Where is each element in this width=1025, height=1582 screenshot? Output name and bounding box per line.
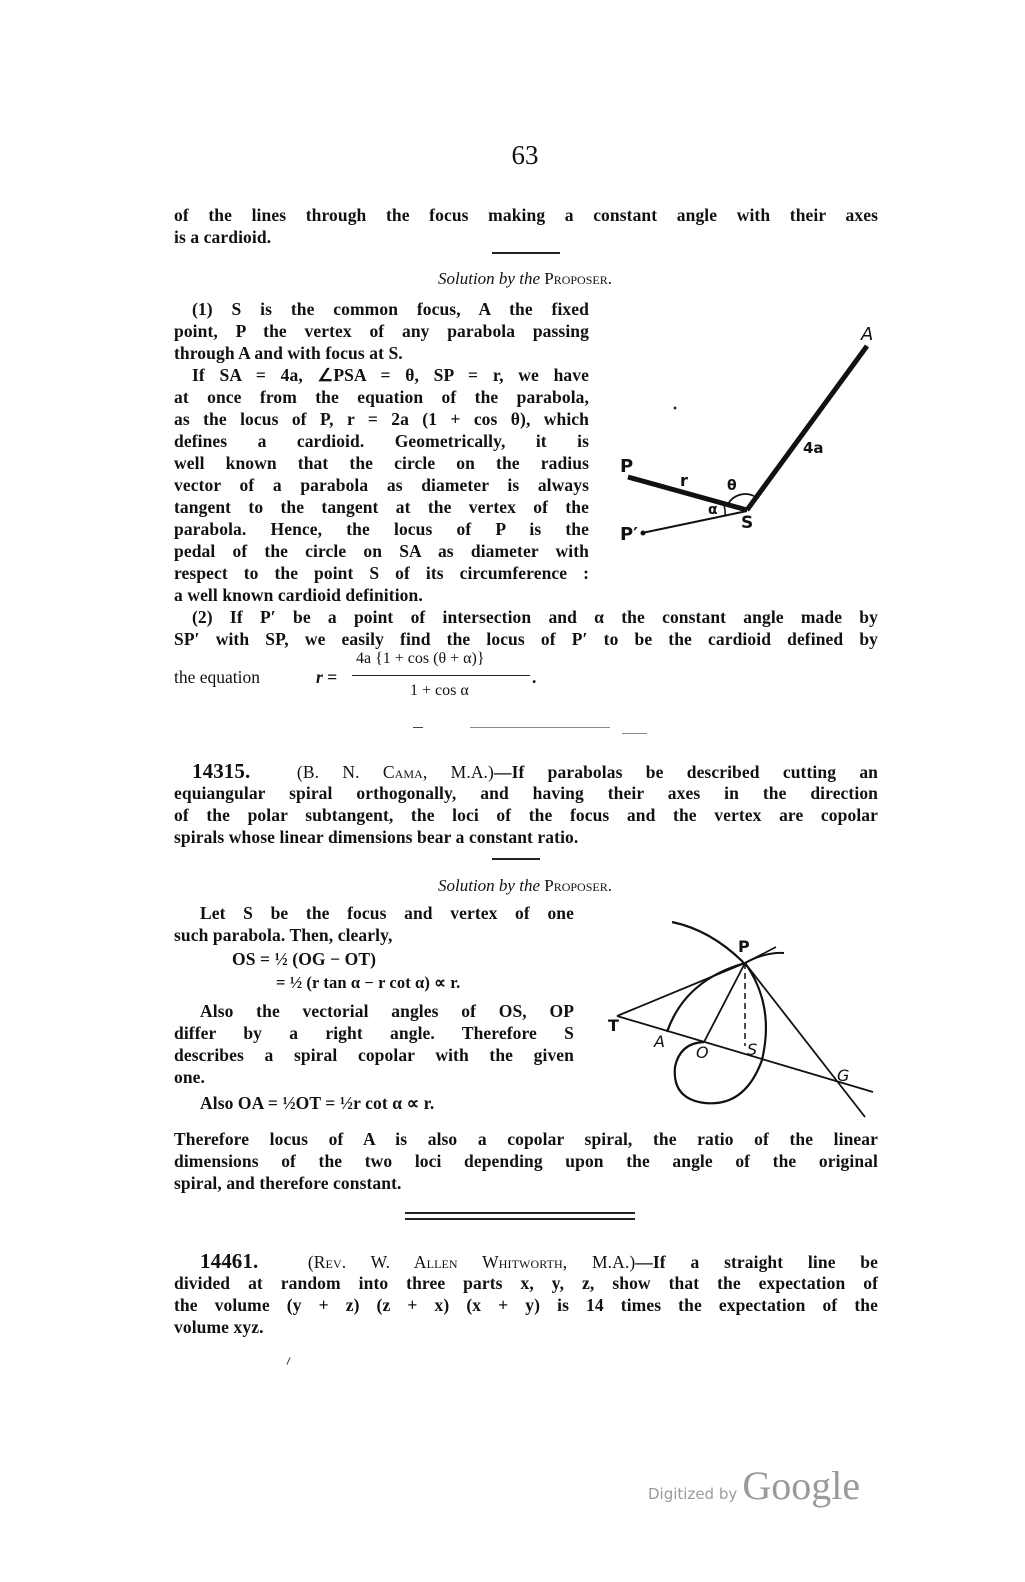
problem-author: (B. N. Cama, M.A.) xyxy=(296,762,494,782)
stray-mark xyxy=(286,1357,290,1365)
page-number: 63 xyxy=(511,140,539,170)
equation-line: = ½ (r tan α − r cot α) ∝ r. xyxy=(276,973,461,992)
text-line: parabola. Hence, the locus of P is the xyxy=(174,519,589,539)
intro-line: is a cardioid. xyxy=(174,227,272,247)
text-line: equiangular spiral orthogonally, and having their axes in the direction xyxy=(174,783,878,803)
solution-proposer: Proposer. xyxy=(544,269,612,288)
problem-number: 14315. xyxy=(192,759,251,783)
text-line: Let S be the focus and vertex of one xyxy=(200,903,574,923)
text-line: Also the vectorial angles of OS, OP xyxy=(200,1001,574,1021)
text-line: well known that the circle on the radius xyxy=(174,453,589,473)
double-rule-bottom xyxy=(405,1218,635,1220)
problem-number: 14461. xyxy=(200,1249,259,1273)
text-line: Therefore locus of A is also a copolar spiral, the ratio of the linear xyxy=(174,1129,878,1149)
line-sa xyxy=(747,346,867,510)
text-line: respect to the point S of its circumference : xyxy=(174,563,589,583)
text-line: spiral, and therefore constant. xyxy=(174,1173,402,1193)
equation-denominator: 1 + cos α xyxy=(410,682,469,699)
text-line: pedal of the circle on SA as diameter with xyxy=(174,541,589,561)
label-4a: 4a xyxy=(803,439,824,457)
problem-author: (Rev. W. Allen Whitworth, M.A.) xyxy=(307,1252,636,1272)
text-line: defines a cardioid. Geometrically, it is xyxy=(174,431,589,451)
rule-fragment xyxy=(622,733,647,734)
label-o: O xyxy=(696,1043,709,1062)
text-line: the volume (y + z) (z + x) (x + y) is 14 times the expectation of the xyxy=(174,1295,878,1315)
rule-fragment xyxy=(470,727,610,728)
solution-italic: Solution by the xyxy=(438,269,540,288)
label-a: A xyxy=(654,1032,665,1051)
label-a: A xyxy=(861,324,874,345)
text-line: divided at random into three parts x, y, z, show that the expectation of xyxy=(174,1273,878,1293)
label-p: P xyxy=(738,937,750,956)
separator-rule xyxy=(492,252,560,254)
text-line: differ by a right angle. Therefore S xyxy=(174,1023,574,1043)
label-s: S xyxy=(747,1040,758,1059)
text-line: describes a spiral copolar with the given xyxy=(174,1045,574,1065)
figure-spiral-parabola-diagram xyxy=(590,895,880,1125)
text-line: as the locus of P, r = 2a (1 + cos θ), which xyxy=(174,409,589,429)
solution-proposer: Proposer. xyxy=(544,876,612,895)
intro-line: of the lines through the focus making a constant angle with their axes xyxy=(174,205,878,225)
label-s: S xyxy=(741,513,754,533)
line-sp-prime xyxy=(642,511,747,533)
watermark-brand: Google xyxy=(742,1463,861,1508)
text-line: point, P the vertex of any parabola passing xyxy=(174,321,589,341)
equation-numerator: 4a {1 + cos (θ + α)} xyxy=(356,650,485,667)
text-line: (1) S is the common focus, A the fixed xyxy=(192,299,589,319)
double-rule-top xyxy=(405,1212,635,1214)
solution-italic: Solution by the xyxy=(438,876,540,895)
watermark-prefix: Digitized by xyxy=(648,1485,738,1503)
label-p: P xyxy=(620,456,634,477)
stray-dot xyxy=(674,407,677,410)
text-line: a well known cardioid definition. xyxy=(174,585,423,605)
rule-fragment xyxy=(413,727,423,728)
equation-lhs: r = xyxy=(316,667,338,687)
spiral-continuation xyxy=(745,953,784,963)
label-t: T xyxy=(608,1016,619,1035)
solution-heading xyxy=(0,876,1025,896)
digitized-watermark xyxy=(648,1462,860,1509)
text-line: of the polar subtangent, the loci of the focus and the vertex are copolar xyxy=(174,805,878,825)
text-line: SP′ with SP, we easily find the locus of P′ to be the cardioid defined by xyxy=(174,629,878,649)
text-line: dimensions of the two loci depending upon the angle of the original xyxy=(174,1151,878,1171)
text-line: spirals whose linear dimensions bear a constant ratio. xyxy=(174,827,579,847)
problem-text: —If a straight line be xyxy=(635,1252,878,1272)
text-line: If SA = 4a, ∠PSA = θ, SP = r, we have xyxy=(192,365,589,385)
equation-end: . xyxy=(532,667,537,687)
spiral-arc xyxy=(672,922,745,965)
label-r: r xyxy=(680,471,688,490)
text-line: through A and with focus at S. xyxy=(174,343,403,363)
problem-14461-heading xyxy=(200,1250,878,1273)
normal-pg xyxy=(745,963,865,1117)
line-op xyxy=(704,963,745,1042)
text-line: vector of a parabola as diameter is always xyxy=(174,475,589,495)
label-g: G xyxy=(837,1066,850,1085)
text-line: one. xyxy=(174,1067,206,1087)
fraction-bar xyxy=(352,675,530,676)
parabola-loop xyxy=(675,963,766,1103)
figure-cardioid-diagram xyxy=(600,300,890,560)
parabola-left-arc xyxy=(667,963,745,1032)
equation-lead: the equation xyxy=(174,667,261,687)
separator-rule xyxy=(492,858,540,860)
label-theta: θ xyxy=(727,478,737,494)
problem-14315-heading xyxy=(192,760,878,783)
solution-heading xyxy=(0,269,1025,289)
text-line: volume xyz. xyxy=(174,1317,264,1337)
text-line: tangent to the tangent at the vertex of the xyxy=(174,497,589,517)
label-alpha: α xyxy=(708,502,718,518)
text-line: such parabola. Then, clearly, xyxy=(174,925,393,945)
text-line: (2) If P′ be a point of intersection and α the constant angle made by xyxy=(192,607,878,627)
point-p-prime xyxy=(641,531,646,536)
equation-line: Also OA = ½OT = ½r cot α ∝ r. xyxy=(200,1093,435,1113)
equation-line: OS = ½ (OG − OT) xyxy=(232,949,377,969)
label-p-prime: P′ xyxy=(620,524,638,545)
problem-text: —If parabolas be described cutting an xyxy=(493,762,879,782)
text-line: at once from the equation of the parabola, xyxy=(174,387,589,407)
